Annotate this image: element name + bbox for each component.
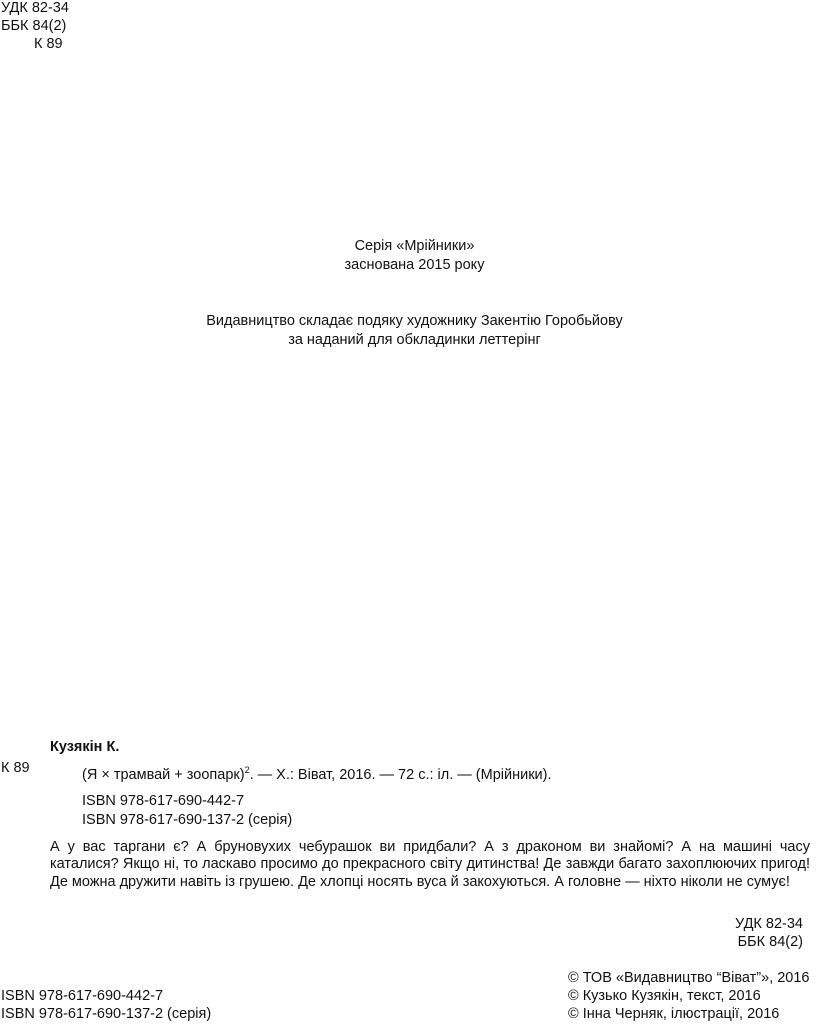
- copyright-illustrator: © Інна Черняк, ілюстрації, 2016: [568, 1006, 780, 1022]
- catalog-isbn-2: ISBN 978-617-690-137-2 (серія): [82, 812, 293, 828]
- copyright-author: © Кузько Кузякін, текст, 2016: [568, 988, 761, 1004]
- catalog-title-superscript: 2: [244, 765, 250, 775]
- top-udk-code: УДК 82-34: [1, 0, 69, 16]
- catalog-udk-code: УДК 82-34: [735, 916, 803, 932]
- series-name: Серія «Мрійники»: [354, 238, 475, 254]
- series-founded: заснована 2015 року: [344, 257, 485, 273]
- copyright-publisher: © ТОВ «Видавництво “Віват”», 2016: [568, 970, 810, 986]
- thanks-line-2: за наданий для обкладинки леттерінг: [288, 332, 541, 348]
- catalog-author-mark: К 89: [1, 760, 30, 776]
- footer-isbn-1: ISBN 978-617-690-442-7: [1, 988, 164, 1004]
- catalog-bbk-code: ББК 84(2): [737, 934, 803, 950]
- catalog-description: А у вас таргани є? А бруновухих чебурашок ви придбали? А з драконом ви знайомі? А на машині часу каталися? Якщо ні, то ласкаво просимо до прекрасного світу дитинства! Де завжди багато захоплюючих пригод! Де можна дружити навіть із грушею. Де хлопці носять вуса й закохуються. А головне — ніхто ніколи не сумує!: [50, 839, 810, 890]
- catalog-title-rest: . — Х.: Віват, 2016. — 72 с.: іл. — (Мрійники).: [249, 766, 552, 783]
- catalog-author: Кузякін К.: [50, 739, 120, 755]
- footer-isbn-2: ISBN 978-617-690-137-2 (серія): [1, 1006, 212, 1022]
- top-bbk-code: ББК 84(2): [1, 18, 67, 34]
- top-author-mark: К 89: [34, 36, 63, 52]
- catalog-title-prefix: (Я × трамвай + зоопарк): [82, 766, 245, 783]
- catalog-isbn-1: ISBN 978-617-690-442-7: [82, 793, 245, 809]
- thanks-line-1: Видавництво складає подяку художнику Закентію Горобьйову: [206, 313, 623, 329]
- catalog-title: [82, 765, 552, 784]
